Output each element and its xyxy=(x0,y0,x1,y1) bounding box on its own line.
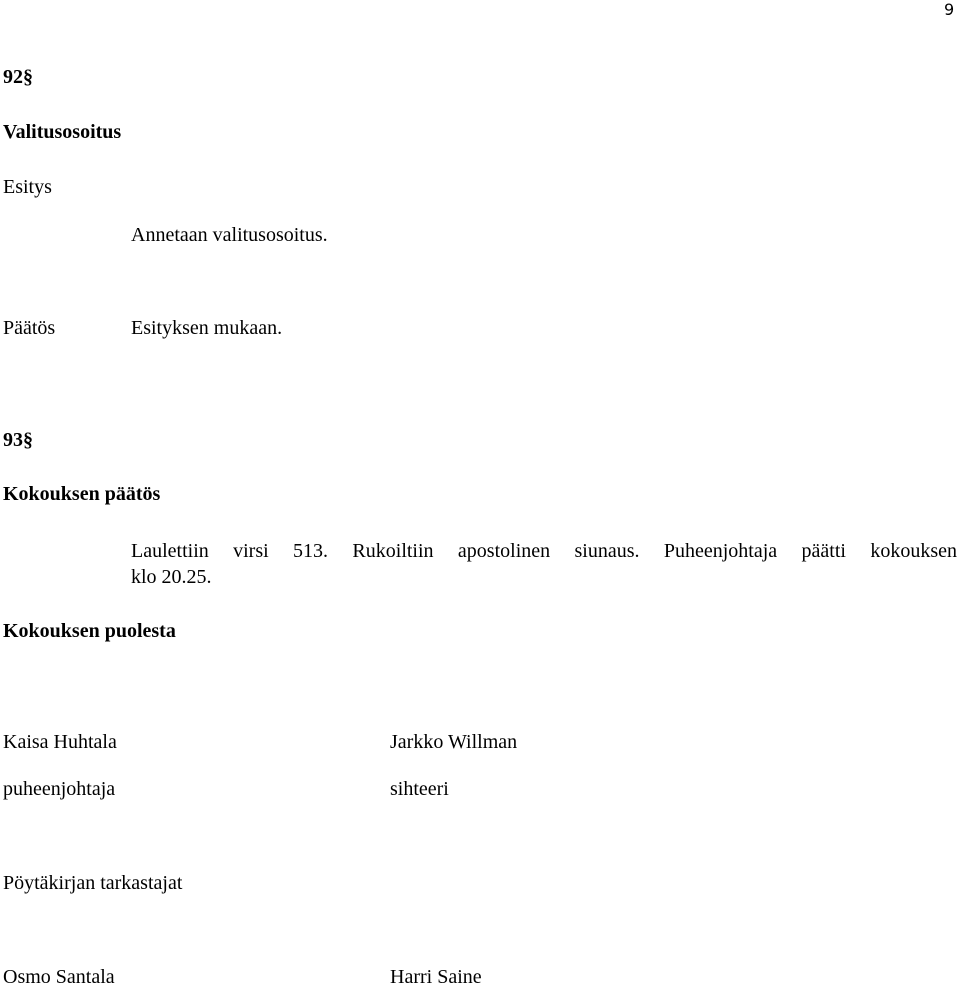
section-body-line-1: Laulettiin virsi 513. Rukoiltiin apostolinen siunaus. Puheenjohtaja päätti kokouksen xyxy=(131,540,957,562)
paatos-label: Päätös xyxy=(3,317,56,339)
chair-name: Kaisa Huhtala xyxy=(3,731,117,753)
reviewer-first: Osmo Santala xyxy=(3,966,115,988)
secretary-role: sihteeri xyxy=(390,778,449,800)
esitys-label: Esitys xyxy=(3,176,52,198)
reviewers-heading: Pöytäkirjan tarkastajat xyxy=(3,872,183,894)
section-number-92: 92§ xyxy=(3,66,33,88)
section-number-93: 93§ xyxy=(3,429,33,451)
page-number: 9 xyxy=(944,0,955,19)
esitys-text: Annetaan valitusosoitus. xyxy=(131,224,328,246)
paatos-text: Esityksen mukaan. xyxy=(131,317,283,339)
section-body-line-2: klo 20.25. xyxy=(131,566,212,588)
on-behalf-heading: Kokouksen puolesta xyxy=(3,620,176,642)
chair-role: puheenjohtaja xyxy=(3,778,116,800)
section-title-93: Kokouksen päätös xyxy=(3,483,161,505)
secretary-name: Jarkko Willman xyxy=(390,731,518,753)
section-body-93 xyxy=(131,538,957,590)
section-title-92: Valitusosoitus xyxy=(3,121,122,143)
reviewer-second: Harri Saine xyxy=(390,966,482,988)
